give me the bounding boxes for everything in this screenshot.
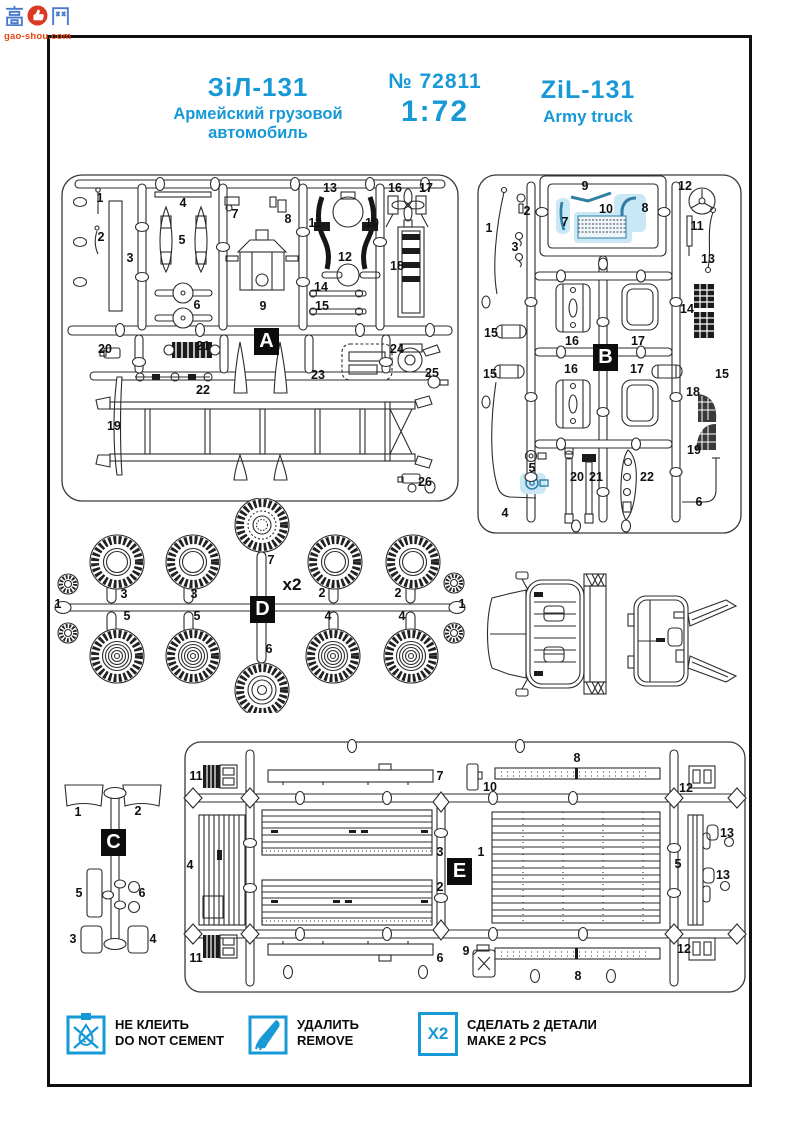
part-number-label: 9 <box>581 179 589 193</box>
part-number-label: 22 <box>196 383 210 397</box>
part-number-label: 5 <box>674 857 682 871</box>
part-number-label: 6 <box>138 886 146 900</box>
part-number-label: 7 <box>267 553 275 567</box>
kit-title-en: ZiL-131 <box>540 76 636 104</box>
part-number-label: 3 <box>69 932 77 946</box>
part-number-label: 10 <box>365 216 379 230</box>
part-number-label: 11 <box>189 951 203 965</box>
part-number-label: 1 <box>477 845 485 859</box>
part-number-label: 5 <box>178 233 186 247</box>
part-number-label: 26 <box>418 475 432 489</box>
part-number-label: 2 <box>523 204 531 218</box>
part-number-label: 4 <box>149 932 157 946</box>
part-number-label: 20 <box>570 470 584 484</box>
legend-line-en: DO NOT CEMENT <box>115 1032 225 1048</box>
part-number-label: 19 <box>107 419 121 433</box>
legend-line-ru: УДАЛИТЬ <box>297 1017 359 1032</box>
header-title-en <box>506 76 670 127</box>
kit-subtitle-ru-line1: Армейский грузовой <box>173 105 343 123</box>
part-number-label: 12 <box>679 781 693 795</box>
header-title-ru <box>158 72 358 143</box>
part-number-label: 3 <box>511 240 519 254</box>
part-number-label: 16 <box>565 334 579 348</box>
part-number-label: 5 <box>75 886 83 900</box>
part-number-label: 13 <box>323 181 337 195</box>
sprue-a-tag: A <box>254 328 279 355</box>
part-number-label: 4 <box>324 609 332 623</box>
kit-scale: 1:72 <box>400 95 470 128</box>
part-number-label: 16 <box>564 362 578 376</box>
part-number-label: 2 <box>134 804 142 818</box>
sprue-b-drawing <box>476 172 744 537</box>
part-number-label: 21 <box>589 470 603 484</box>
logo-char-wang-icon <box>50 5 71 31</box>
part-number-label: 23 <box>311 368 325 382</box>
part-number-label: 2 <box>318 586 326 600</box>
part-number-label: 6 <box>265 642 273 656</box>
sprue-e-drawing <box>183 738 748 998</box>
part-number-label: 8 <box>574 969 582 983</box>
header-kit-number <box>362 70 508 129</box>
legend-remove <box>248 1012 359 1056</box>
kit-subtitle-en: Army truck <box>543 107 633 126</box>
part-number-label: 6 <box>436 951 444 965</box>
part-number-label: 11 <box>690 219 704 233</box>
part-number-label: 8 <box>573 751 581 765</box>
part-number-label: 9 <box>259 299 267 313</box>
part-number-label: 12 <box>338 250 352 264</box>
part-number-label: 18 <box>390 259 404 273</box>
part-number-label: 11 <box>189 769 203 783</box>
kit-number: № 72811 <box>388 70 482 93</box>
part-number-label: 6 <box>193 298 201 312</box>
part-number-label: 3 <box>436 845 444 859</box>
legend-line-ru: НЕ КЛЕИТЬ <box>115 1017 190 1032</box>
part-number-label: 1 <box>96 191 104 205</box>
sprue-b-tag: B <box>593 344 618 371</box>
make-2-pcs-icon <box>418 1012 458 1056</box>
sprue-c-tag: C <box>101 829 126 856</box>
x2-icon-text: X2 <box>427 1024 449 1043</box>
part-number-label: 13 <box>716 868 730 882</box>
part-number-label: 3 <box>126 251 134 265</box>
kit-title-ru: ЗіЛ-131 <box>207 72 309 102</box>
logo-thumb-icon <box>27 5 48 31</box>
part-number-label: 22 <box>640 470 654 484</box>
legend-line-en: REMOVE <box>297 1032 354 1048</box>
part-number-label: 15 <box>483 367 497 381</box>
part-number-label: 4 <box>179 196 187 210</box>
part-number-label: 10 <box>599 202 613 216</box>
do-not-cement-icon <box>66 1012 106 1056</box>
sprue-d-tag: D <box>250 596 275 623</box>
part-number-label: 19 <box>687 443 701 457</box>
part-number-label: 14 <box>314 280 328 294</box>
logo-site-text: gao-shou.com <box>4 31 72 42</box>
truck-top-view-drawings <box>478 568 748 713</box>
part-number-label: 13 <box>701 252 715 266</box>
part-number-label: 1 <box>458 597 466 611</box>
legend-line-ru: СДЕЛАТЬ 2 ДЕТАЛИ <box>467 1017 597 1032</box>
remove-icon <box>248 1012 288 1056</box>
sprue-c-drawing <box>58 755 168 965</box>
part-number-label: 2 <box>394 586 402 600</box>
part-number-label: 5 <box>193 609 201 623</box>
part-number-label: 25 <box>425 366 439 380</box>
part-number-label: 12 <box>677 942 691 956</box>
part-number-label: 4 <box>501 506 509 520</box>
sprue-a-drawing <box>60 172 462 505</box>
part-number-label: 15 <box>715 367 729 381</box>
part-number-label: 14 <box>680 302 694 316</box>
part-number-label: 9 <box>462 944 470 958</box>
legend-do-not-cement <box>66 1012 224 1056</box>
legend-line-en: MAKE 2 PCS <box>467 1032 547 1048</box>
sprue-d-drawing <box>50 498 470 713</box>
part-number-label: 13 <box>720 826 734 840</box>
part-number-label: 6 <box>695 495 703 509</box>
part-number-label: 3 <box>120 587 128 601</box>
part-number-label: 2 <box>436 880 444 894</box>
part-number-label: 17 <box>630 362 644 376</box>
part-number-label: 7 <box>436 769 444 783</box>
part-number-label: 4 <box>398 609 406 623</box>
part-number-label: 1 <box>485 221 493 235</box>
part-number-label: 1 <box>74 805 82 819</box>
part-number-label: 7 <box>231 207 239 221</box>
part-number-label: 18 <box>686 385 700 399</box>
part-number-label: 1 <box>54 597 62 611</box>
part-number-label: 21 <box>196 339 210 353</box>
part-number-label: 4 <box>186 858 194 872</box>
part-number-label: 12 <box>678 179 692 193</box>
sprue-e-tag: E <box>447 858 472 885</box>
part-number-label: 3 <box>190 587 198 601</box>
legend-make-2-pcs <box>418 1012 597 1056</box>
part-number-label: 5 <box>528 461 536 475</box>
part-number-label: 8 <box>284 212 292 226</box>
part-number-label: 17 <box>631 334 645 348</box>
logo-char-gao-icon <box>4 5 25 31</box>
part-number-label: 7 <box>561 215 569 229</box>
part-number-label: 11 <box>308 216 322 230</box>
sprue-d-quantity-note: x2 <box>282 575 302 594</box>
part-number-label: 2 <box>97 230 105 244</box>
part-number-label: 15 <box>484 326 498 340</box>
part-number-label: 15 <box>315 299 329 313</box>
part-number-label: 20 <box>98 342 112 356</box>
part-number-label: 10 <box>483 780 497 794</box>
part-number-label: 5 <box>123 609 131 623</box>
part-number-label: 24 <box>390 342 404 356</box>
part-number-label: 17 <box>419 181 433 195</box>
watermark-logo <box>4 6 71 42</box>
part-number-label: 16 <box>388 181 402 195</box>
part-number-label: 8 <box>641 201 649 215</box>
kit-subtitle-ru-line2: автомобиль <box>208 124 308 142</box>
